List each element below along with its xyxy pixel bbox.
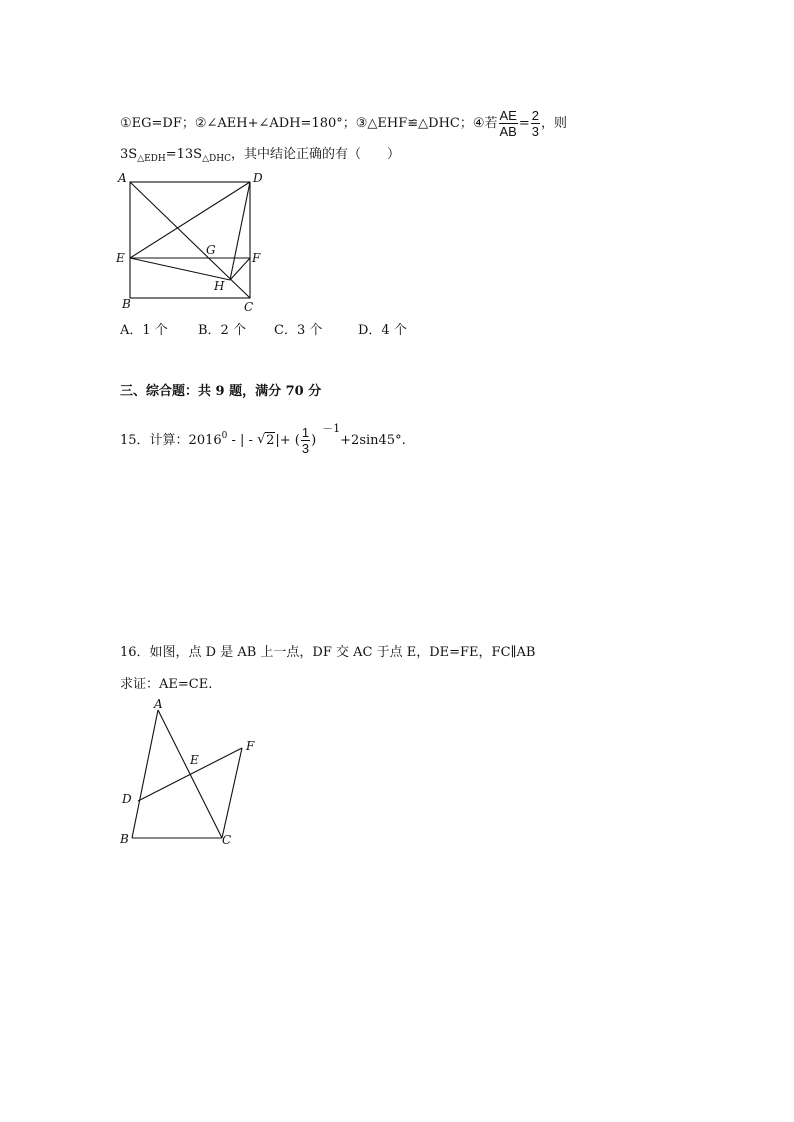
q15-sqrt <box>257 432 275 450</box>
q14-area-sub-dhc: △DHC <box>202 154 231 164</box>
label-f: F <box>246 739 255 753</box>
fraction-denominator: 3 <box>531 124 539 139</box>
q14-question-tail: ，其中结论正确的有（ ） <box>230 147 400 162</box>
segment-fh <box>230 258 250 280</box>
label-e: E <box>116 251 125 265</box>
segment-ed <box>130 182 250 258</box>
q15-part4: +2sin45°. <box>340 433 406 448</box>
label-a: A <box>154 697 163 711</box>
q15-number: 15． <box>120 433 150 448</box>
q14-options <box>120 322 407 340</box>
label-g: G <box>206 243 216 257</box>
q16-line1: 16．如图，点 D 是 AB 上一点，DF 交 AC 于点 E，DE=FE，FC∥AB <box>120 645 536 660</box>
fraction-denominator: AB <box>499 124 517 139</box>
label-b: B <box>120 832 129 846</box>
q14-statement-line1 <box>120 108 567 139</box>
q14-area-coef-1: 3S <box>120 147 138 162</box>
q14-statement-post: ，则 <box>541 116 568 131</box>
label-c: C <box>222 833 232 846</box>
option-d[interactable]: D．4 个 <box>358 323 407 338</box>
q14-area-sub-edh: △EDH <box>137 154 166 164</box>
segment-eh <box>130 258 230 280</box>
segment-fc <box>222 748 242 838</box>
q14-statement-line2 <box>120 146 400 168</box>
label-a: A <box>118 171 127 185</box>
q16-triangle-figure <box>116 696 266 846</box>
label-h: H <box>214 279 225 293</box>
q15-exponent-zero: 0 <box>221 431 228 441</box>
q14-equals: = <box>518 116 530 131</box>
q15-fraction-1-3 <box>301 425 310 456</box>
section-3-heading: 三、综合题：共 9 题，满分 70 分 <box>120 384 322 399</box>
fraction-numerator: 1 <box>301 425 310 440</box>
label-d: D <box>253 171 263 185</box>
q14-square-figure <box>116 168 296 318</box>
q14-fraction-ae-ab <box>499 108 518 139</box>
q15-part1: - | - <box>227 433 258 448</box>
label-e: E <box>190 753 199 767</box>
diagonal-ac <box>130 182 250 298</box>
q14-fraction-2-3 <box>531 108 540 139</box>
q14-area-coef-2: =13S <box>165 147 203 162</box>
q15-sqrt-value: 2 <box>266 433 275 448</box>
q15-part3: ) <box>311 433 317 448</box>
fraction-denominator: 3 <box>301 441 310 456</box>
option-a[interactable]: A．1 个 <box>120 323 168 338</box>
q14-statement-pre: ①EG=DF；②∠AEH+∠ADH=180°；③△EHF≌△DHC；④若 <box>120 116 498 131</box>
fraction-numerator: 2 <box>531 108 539 123</box>
segment-ab <box>132 710 158 838</box>
q15-label: 计算：2016 <box>149 433 222 448</box>
q15-part2: |+ ( <box>275 433 300 448</box>
q16-line2: 求证：AE=CE. <box>120 677 213 692</box>
q15-statement <box>120 420 406 456</box>
label-c: C <box>244 300 254 314</box>
option-c[interactable]: C．3 个 <box>274 323 323 338</box>
segment-dh <box>230 182 250 280</box>
q15-exponent: －1 <box>322 422 341 435</box>
label-f: F <box>252 251 261 265</box>
option-b[interactable]: B．2 个 <box>198 323 246 338</box>
label-d: D <box>122 792 132 806</box>
fraction-numerator: AE <box>499 108 517 123</box>
label-b: B <box>122 297 131 311</box>
